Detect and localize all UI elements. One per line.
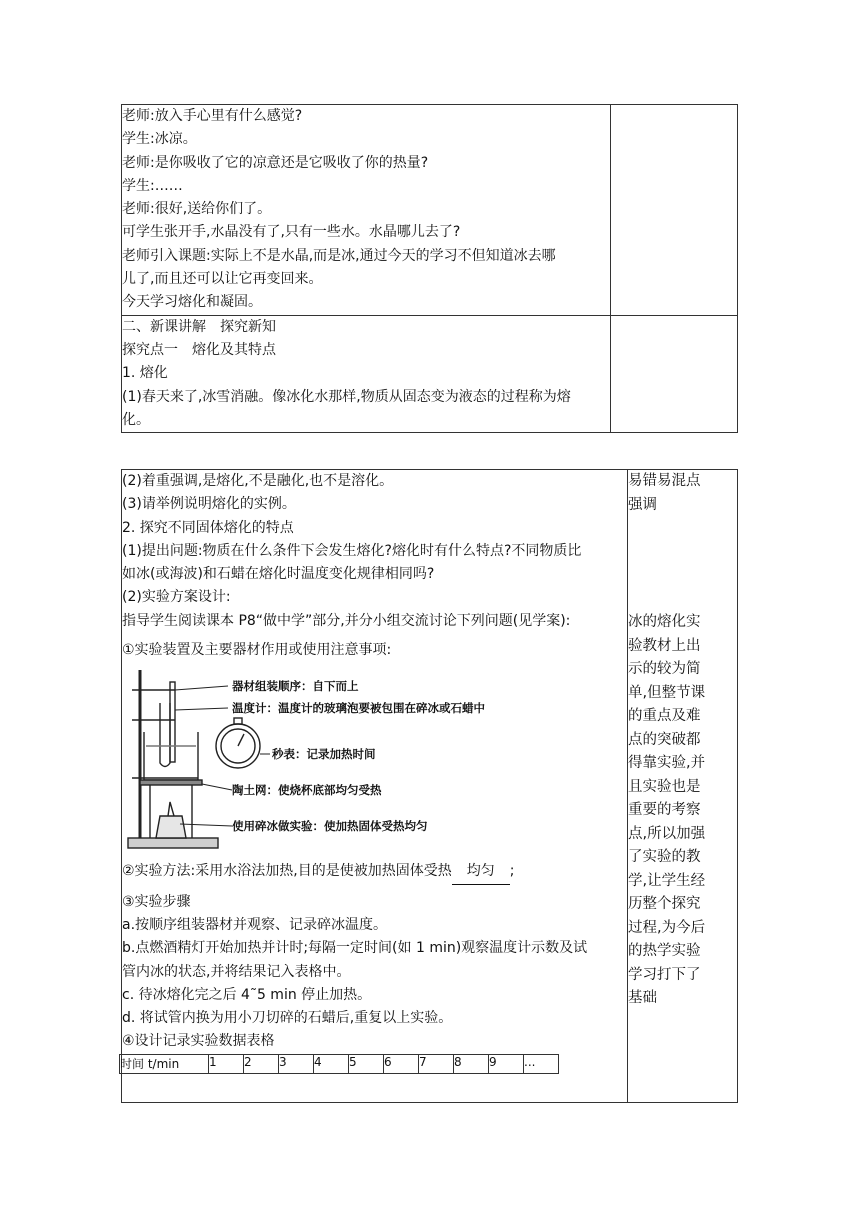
- body-text: 化。: [122, 411, 150, 428]
- body-text: 指导学生阅读课本 P8“做中学”部分,并分小组交流讨论下列问题(见学案):: [122, 612, 571, 629]
- dialogue-line: 老师:是你吸收了它的凉意还是它吸收了你的热量?: [122, 154, 429, 171]
- teacher-notes-cell: [628, 470, 738, 1103]
- note-line: 的重点及难: [628, 708, 701, 724]
- point-heading: 2. 探究不同固体熔化的特点: [122, 519, 294, 536]
- note-line: 基础: [628, 990, 657, 1006]
- item-heading: ④设计记录实验数据表格: [122, 1033, 275, 1050]
- step-text: d. 将试管内换为用小刀切碎的石蜡后,重复以上实验。: [122, 1010, 453, 1027]
- note-line: 单,但整节课: [628, 684, 706, 701]
- dialogue-line: 老师:很好,送给你们了。: [122, 201, 272, 218]
- body-text: (2)着重强调,是熔化,不是融化,也不是溶化。: [122, 473, 394, 489]
- caption-stopwatch: 秒表：记录加热时间: [272, 747, 376, 762]
- lesson-table-1: [121, 104, 738, 433]
- caption-gauze: 陶土网：使烧杯底部均匀受热: [232, 783, 382, 798]
- note-line: 且实验也是: [628, 778, 701, 795]
- fill-blank-answer: 均匀: [452, 860, 510, 884]
- new-lesson-cell: [122, 315, 611, 432]
- body-text: (1)提出问题:物质在什么条件下会发生熔化?熔化时有什么特点?不同物质比: [122, 542, 582, 559]
- data-record-table: [119, 1054, 559, 1074]
- section-heading: 二、新课讲解 探究新知: [122, 318, 276, 335]
- notes-cell: [611, 315, 738, 432]
- body-text: (2)实验方案设计:: [122, 589, 231, 606]
- table-cell: ...: [524, 1054, 559, 1073]
- table-cell: 9: [489, 1054, 524, 1073]
- note-line: 学习打下了: [628, 966, 701, 983]
- note-line: 学,让学生经: [628, 872, 706, 889]
- method-suffix: ;: [509, 863, 515, 880]
- table-cell: 8: [454, 1054, 489, 1073]
- dialogue-line: 老师引入课题:实际上不是水晶,而是冰,通过今天的学习不但知道冰去哪: [122, 247, 556, 264]
- notes-cell: [611, 105, 738, 316]
- body-text: (1)春天来了,冰雪消融。像冰化水那样,物质从固态变为液态的过程称为熔: [122, 388, 571, 405]
- table-cell: 4: [314, 1054, 349, 1073]
- item-method: [122, 860, 627, 884]
- lesson-table-2: [121, 469, 738, 1103]
- note-line: 验教材上出: [628, 637, 701, 654]
- apparatus-figure: [120, 668, 560, 858]
- note-line: 历整个探究: [628, 896, 701, 912]
- dialogue-line: 可学生张开手,水晶没有了,只有一些水。水晶哪儿去了?: [122, 224, 461, 241]
- note-line: 冰的熔化实: [628, 614, 701, 630]
- table-cell: 6: [384, 1054, 419, 1073]
- note-line: 点,所以加强: [628, 825, 706, 842]
- dialogue-line: 学生:冰凉。: [122, 131, 197, 148]
- table-cell: 7: [419, 1054, 454, 1073]
- method-text: ②实验方法:采用水浴法加热,目的是使被加热固体受热: [122, 863, 452, 880]
- step-text: c. 待冰熔化完之后 4˜5 min 停止加热。: [122, 986, 372, 1003]
- step-text: 管内冰的状态,并将结果记入表格中。: [122, 963, 351, 980]
- note-line: 了实验的教: [628, 849, 701, 865]
- dialogue-line: 儿了,而且还可以让它再变回来。: [122, 271, 323, 288]
- intro-dialogue-cell: [122, 105, 611, 316]
- dialogue-line: 今天学习熔化和凝固。: [122, 294, 262, 311]
- note-line: 重要的考察: [628, 802, 701, 818]
- table-cell: 2: [244, 1054, 279, 1073]
- caption-thermometer: 温度计：温度计的玻璃泡要被包围在碎冰或石蜡中: [232, 701, 485, 716]
- note-line: 强调: [628, 496, 657, 513]
- experiment-cell: [122, 470, 628, 1103]
- note-line: 过程,为今后: [628, 919, 706, 936]
- note-line: 易错易混点: [628, 473, 701, 489]
- step-text: b.点燃酒精灯开始加热并计时;每隔一定时间(如 1 min)观察温度计示数及试: [122, 940, 588, 957]
- item-heading: ③实验步骤: [122, 893, 191, 910]
- table-cell: 5: [349, 1054, 384, 1073]
- note-line: 示的较为简: [628, 661, 701, 677]
- step-text: a.按顺序组装器材并观察、记录碎冰温度。: [122, 916, 388, 933]
- dialogue-line: 老师:放入手心里有什么感觉?: [122, 108, 303, 124]
- subsection-heading: 探究点一 熔化及其特点: [122, 341, 276, 358]
- note-line: 点的突破都: [628, 731, 701, 748]
- caption-assembly-order: 器材组装顺序：自下而上: [232, 679, 359, 694]
- note-line: 的热学实验: [628, 943, 701, 959]
- caption-crushed-ice: 使用碎冰做实验：使加热固体受热均匀: [232, 819, 428, 834]
- item-heading: ①实验装置及主要器材作用或使用注意事项:: [122, 642, 392, 659]
- table-cell: 1: [209, 1054, 244, 1073]
- body-text: 如冰(或海波)和石蜡在熔化时温度变化规律相同吗?: [122, 566, 435, 583]
- body-text: (3)请举例说明熔化的实例。: [122, 496, 296, 513]
- note-line: 得靠实验,并: [628, 755, 706, 771]
- table-header-cell: 时间 t/min: [120, 1054, 209, 1073]
- point-heading: 1. 熔化: [122, 365, 168, 382]
- table-row: [120, 1054, 559, 1073]
- dialogue-line: 学生:……: [122, 177, 183, 194]
- table-cell: 3: [279, 1054, 314, 1073]
